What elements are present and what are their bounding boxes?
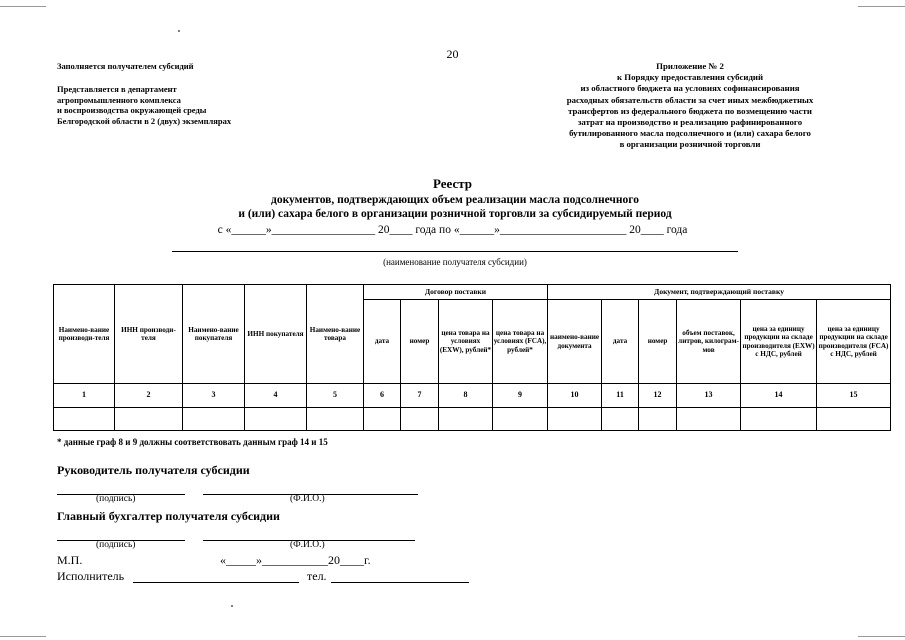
filled-by-note bbox=[57, 61, 194, 72]
col-buyer-inn-header: ИНН покупателя bbox=[245, 285, 307, 384]
head-signature-caption: (подпись) bbox=[96, 494, 136, 504]
column-number: 12 bbox=[639, 384, 677, 408]
column-number: 3 bbox=[183, 384, 245, 408]
table-cell bbox=[677, 408, 741, 431]
appendix-line: из областного бюджета на условиях софинансирования bbox=[580, 83, 800, 94]
filled-by-line: Заполняется получателем субсидий bbox=[57, 61, 194, 71]
col-unit-price-fca-header: цена за единицу продукции на складе производителя (FCA) с НДС, рублей bbox=[817, 300, 891, 384]
appendix-header bbox=[520, 61, 860, 151]
table-cell bbox=[364, 408, 401, 431]
scan-edge-mark bbox=[0, 636, 46, 637]
accountant-signature-caption: (подпись) bbox=[96, 540, 136, 550]
submission-line-2: агропромышленного комплекса bbox=[57, 94, 181, 105]
column-number: 4 bbox=[245, 384, 307, 408]
table-cell bbox=[493, 408, 548, 431]
scan-edge-mark bbox=[858, 6, 905, 7]
table-cell bbox=[115, 408, 183, 431]
column-number: 9 bbox=[493, 384, 548, 408]
column-number: 6 bbox=[364, 384, 401, 408]
column-number: 5 bbox=[307, 384, 364, 408]
submission-line-4: Белгородской области в 2 (двух) экземплярах bbox=[57, 115, 232, 126]
table-group-header-row bbox=[54, 285, 891, 300]
recipient-name-line bbox=[172, 251, 738, 252]
column-number: 1 bbox=[54, 384, 115, 408]
appendix-line: Приложение № 2 bbox=[656, 61, 724, 71]
col-price-exw-header: цена товара на условиях (EXW), рублей* bbox=[439, 300, 493, 384]
scan-edge-mark bbox=[858, 636, 905, 637]
table-cell bbox=[183, 408, 245, 431]
document-title: Реестр bbox=[432, 176, 472, 191]
document-group-header: Документ, подтверждающий поставку bbox=[548, 285, 891, 300]
footnote: * данные граф 8 и 9 должны соответствовать данным граф 14 и 15 bbox=[57, 437, 328, 447]
col-volume-header: объем поставок, литров, килограм-мов bbox=[677, 300, 741, 384]
column-number: 2 bbox=[115, 384, 183, 408]
subtitle-line-2: и (или) сахара белого в организации розничной торговли за субсидируемый период bbox=[238, 208, 672, 220]
stamp-place-label: М.П. bbox=[57, 553, 83, 567]
table-cell bbox=[245, 408, 307, 431]
appendix-line: к Порядку предоставления субсидий bbox=[616, 72, 764, 83]
col-price-fca-header: цена товара на условиях (FCA), рублей* bbox=[493, 300, 548, 384]
col-unit-price-exw-header: цена за единицу продукции на складе производителя (EXW) с НДС, рублей bbox=[741, 300, 817, 384]
submission-line-3: и воспроизводства окружающей среды bbox=[57, 105, 207, 115]
col-product-name-header: Наимено-вание товара bbox=[307, 285, 364, 384]
head-title: Руководитель получателя субсидии bbox=[57, 463, 250, 477]
table-cell bbox=[548, 408, 602, 431]
signature-date-line: «_____»___________20____г. bbox=[220, 553, 371, 567]
phone-label: тел. bbox=[307, 569, 327, 583]
table-cell bbox=[639, 408, 677, 431]
appendix-line: в организации розничной торговли bbox=[619, 139, 761, 150]
scan-edge-mark bbox=[0, 6, 46, 7]
col-document-date-header: дата bbox=[602, 300, 639, 384]
submission-line-1: Представляется в департамент bbox=[57, 84, 177, 94]
table-row-blank bbox=[54, 408, 891, 431]
col-buyer-name-header: Наимено-вание покупателя bbox=[183, 285, 245, 384]
table-cell bbox=[54, 408, 115, 431]
col-document-number-header: номер bbox=[639, 300, 677, 384]
table-cell bbox=[602, 408, 639, 431]
contract-group-header: Договор поставки bbox=[364, 285, 548, 300]
col-contract-date-header: дата bbox=[364, 300, 401, 384]
appendix-line: бутилированного масла подсолнечного и (или) сахара белого bbox=[569, 128, 811, 139]
column-number: 10 bbox=[548, 384, 602, 408]
col-document-name-header: наимено-вание документа bbox=[548, 300, 602, 384]
subtitle-line-1: документов, подтверждающих объем реализации масла подсолнечного bbox=[271, 194, 639, 206]
table-cell bbox=[817, 408, 891, 431]
column-number: 13 bbox=[677, 384, 741, 408]
head-fio-caption: (Ф.И.О.) bbox=[290, 494, 325, 504]
col-contract-number-header: номер bbox=[401, 300, 439, 384]
table-cell bbox=[439, 408, 493, 431]
executor-label: Исполнитель bbox=[57, 569, 125, 583]
document-subtitle bbox=[180, 193, 730, 221]
column-numbers-row bbox=[54, 384, 891, 408]
accountant-fio-caption: (Ф.И.О.) bbox=[290, 540, 325, 550]
period-line: с «______»__________________ 20____ года по «______»______________________ 20____ года bbox=[217, 224, 688, 236]
column-number: 14 bbox=[741, 384, 817, 408]
column-number: 15 bbox=[817, 384, 891, 408]
appendix-line: расходных обязательств области за счет иных межбюджетных bbox=[566, 94, 814, 105]
appendix-line: трансфертов из федерального бюджета по возмещению части bbox=[568, 105, 812, 116]
scan-speck bbox=[178, 30, 180, 32]
col-producer-name-header: Наимено-вание производи-теля bbox=[54, 285, 115, 384]
submission-note bbox=[57, 84, 231, 126]
col-producer-inn-header: ИНН производи-теля bbox=[115, 285, 183, 384]
column-number: 7 bbox=[401, 384, 439, 408]
scan-speck bbox=[231, 605, 233, 607]
column-number: 8 bbox=[439, 384, 493, 408]
register-table bbox=[53, 284, 891, 431]
page-number: 20 bbox=[446, 47, 459, 61]
table-cell bbox=[307, 408, 364, 431]
phone-line bbox=[331, 582, 469, 583]
recipient-caption: (наименование получателя субсидии) bbox=[383, 257, 527, 267]
executor-name-line bbox=[133, 582, 299, 583]
column-number: 11 bbox=[602, 384, 639, 408]
table-cell bbox=[741, 408, 817, 431]
appendix-line: затрат на производство и реализацию рафинированного bbox=[577, 117, 803, 128]
table-cell bbox=[401, 408, 439, 431]
accountant-title: Главный бухгалтер получателя субсидии bbox=[57, 509, 280, 523]
